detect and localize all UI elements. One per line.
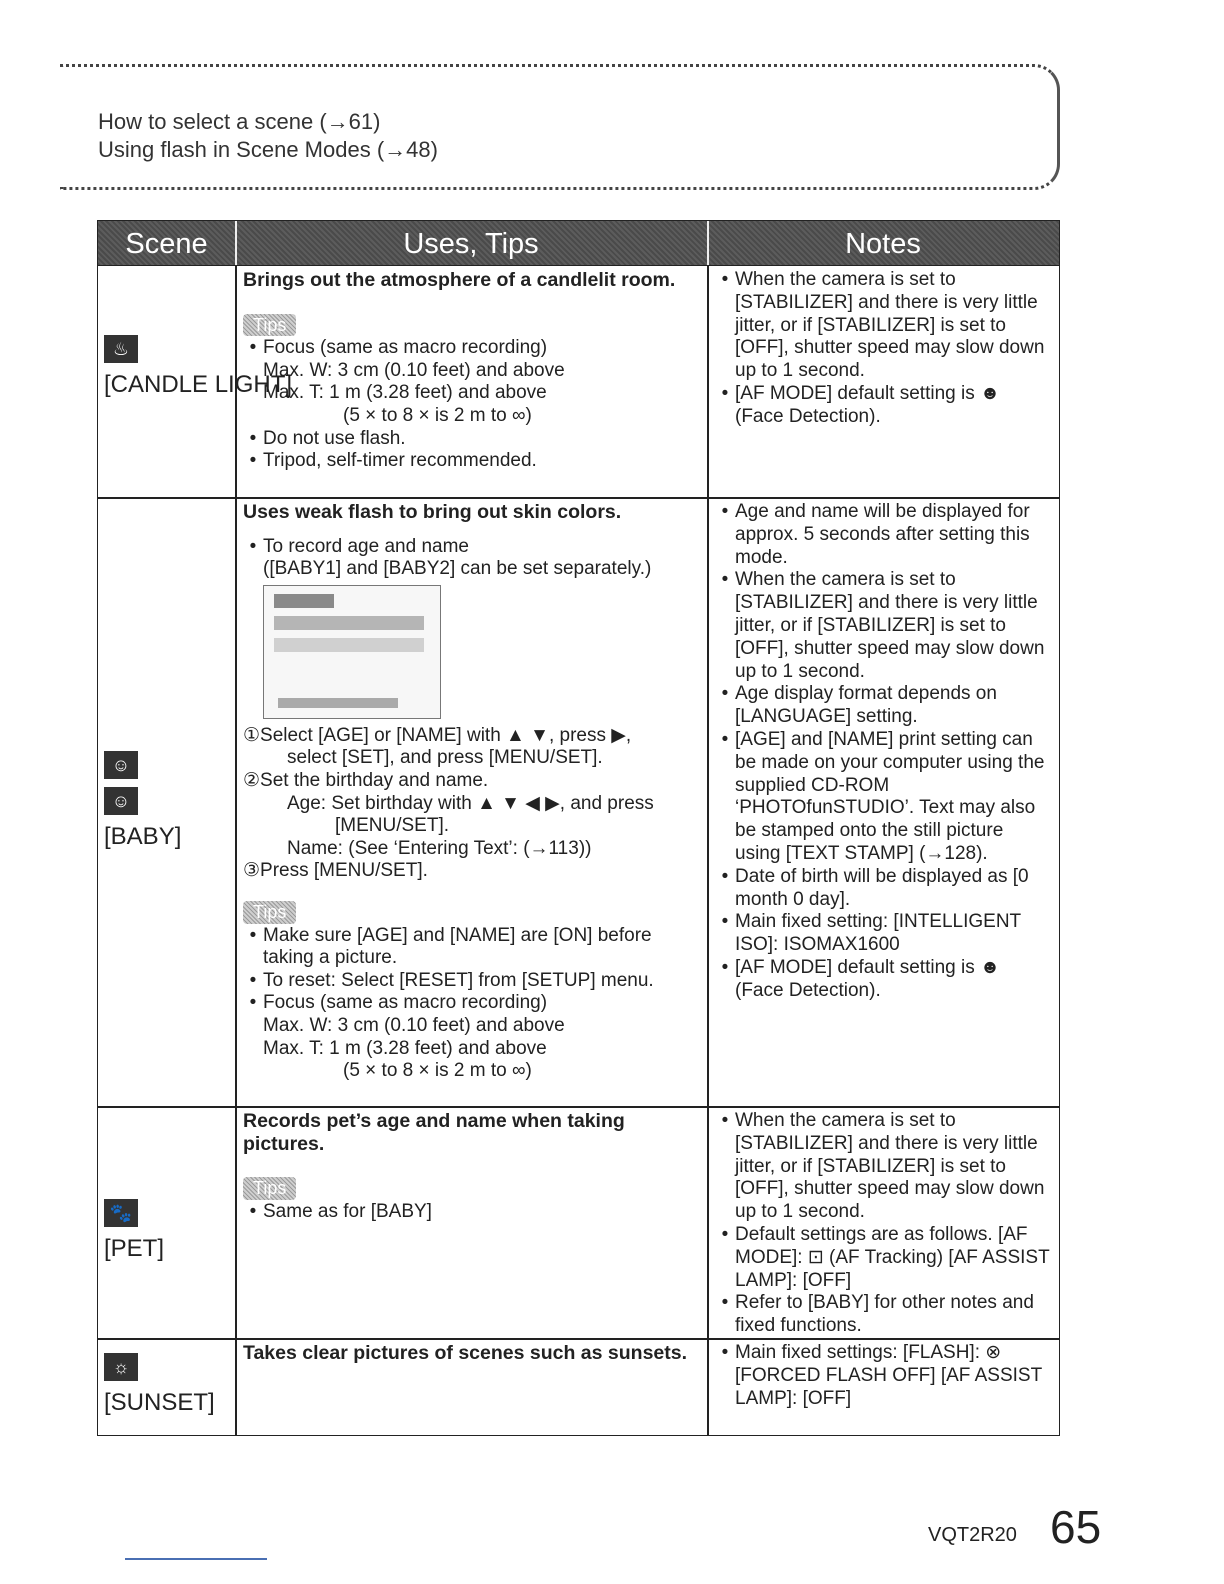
scene-name: [CANDLE LIGHT] [104,371,293,398]
tip-item: • Focus (same as macro recording) [243,992,703,1015]
header-uses-tips: Uses, Tips [403,228,539,260]
column-divider [235,265,237,1435]
note-item: • Default settings are as follows. [AF MODE]: ⊡ (AF Tracking) [AF ASSIST LAMP]: [OFF] [715,1224,1051,1292]
note-item: • Main fixed settings: [FLASH]: ⊗ [FORCED FLASH OFF] [AF ASSIST LAMP]: [OFF] [715,1342,1051,1410]
scene-name: [PET] [104,1235,165,1262]
note-item: • Age and name will be displayed for approx. 5 seconds after setting this mode. [715,501,1051,569]
footer-divider [125,1558,267,1560]
table-row-baby-notes [715,501,1051,1003]
tip-item: Max. W: 3 cm (0.10 feet) and above [263,359,565,381]
table-row-pet-scene [104,1199,164,1263]
step-item: ③Press [MENU/SET]. [243,860,428,882]
tip-item: • To reset: Select [RESET] from [SETUP] menu. [243,970,703,993]
reference-link-select-scene[interactable]: How to select a scene (→61) [98,109,381,134]
note-item: • [AF MODE] default setting is ☻ (Face Detection). [715,957,1051,1003]
candle-light-icon: ♨ [104,335,138,363]
row-title: Brings out the atmosphere of a candlelit room. [243,269,676,291]
tip-item: Max. T: 1 m (3.28 feet) and above [263,382,547,404]
note-item: • [AF MODE] default setting is ☻ (Face Detection). [715,383,1051,429]
row-divider [98,1338,1059,1340]
tips-badge: Tips [243,314,296,337]
pet-icon: 🐾 [104,1199,138,1227]
note-item: • Date of birth will be displayed as [0 month 0 day]. [715,866,1051,912]
table-row-pet-uses [243,1110,703,1223]
row-title: Takes clear pictures of scenes such as sunsets. [243,1342,688,1364]
note-item: • Age display format depends on [LANGUAGE] setting. [715,683,1051,729]
step-item: ①Select [AGE] or [NAME] with ▲ ▼, press ▶, [243,724,632,746]
table-row-baby-uses [243,501,703,1083]
tip-item: • Tripod, self-timer recommended. [243,450,703,473]
table-row-sunset-notes [715,1342,1051,1410]
table-row-candle-light-uses [243,269,703,473]
step-item: Age: Set birthday with ▲ ▼ ◀ ▶, and press [287,792,654,814]
row-divider [98,497,1059,499]
note-item: • When the camera is set to [STABILIZER] and there is very little jitter, or if [STABILIZER] is set to [OFF], shutter speed may slow down up to 1 second. [715,269,1051,383]
scene-name: [SUNSET] [104,1389,215,1416]
page-number: 65 [1050,1501,1102,1553]
step-item: [MENU/SET]. [335,815,450,837]
step-item: select [SET], and press [MENU/SET]. [287,747,603,769]
tip-item: • Focus (same as macro recording) [243,337,703,360]
table-row-sunset-scene [104,1353,215,1417]
tips-badge: Tips [243,1177,296,1200]
tip-item: • Same as for [BABY] [243,1201,703,1224]
tip-item: Max. T: 1 m (3.28 feet) and above [263,1037,547,1059]
baby1-icon: ☺ [104,751,138,779]
note-item: • Refer to [BABY] for other notes and fixed functions. [715,1292,1051,1338]
note-item: • When the camera is set to [STABILIZER] and there is very little jitter, or if [STABILIZER] is set to [OFF], shutter speed may slow down up to 1 second. [715,1110,1051,1224]
table-row-pet-notes [715,1110,1051,1338]
step-item: Name: (See ‘Entering Text’: (→113)) [287,837,592,859]
step-item: ②Set the birthday and name. [243,769,489,791]
table-header [98,221,1059,266]
header-scene: Scene [125,228,208,260]
tip-item: (5 × to 8 × is 2 m to ∞) [343,1060,532,1082]
document-code: VQT2R20 [928,1524,1017,1546]
intro-item: • To record age and name [243,536,703,559]
reference-box [60,64,1060,190]
tip-item: • Do not use flash. [243,428,703,451]
note-item: • Main fixed setting: [INTELLIGENT ISO]: ISOMAX1600 [715,911,1051,957]
tip-item: • Make sure [AGE] and [NAME] are [ON] before taking a picture. [243,925,703,970]
header-notes: Notes [845,228,921,260]
table-row-baby-scene [104,751,181,851]
baby2-icon: ☺ [104,787,138,815]
column-divider [707,265,709,1435]
table-row-sunset-uses [243,1342,703,1365]
sunset-icon: ☼ [104,1353,138,1381]
note-item: • [AGE] and [NAME] print setting can be made on your computer using the supplied CD-ROM ‘PHOTOfunSTUDIO’. Text may also be stamped onto the still picture using [TEXT STAMP] (→128). [715,729,1051,866]
scene-name: [BABY] [104,823,182,850]
intro-item: ([BABY1] and [BABY2] can be set separately.) [263,558,652,580]
row-title: Records pet’s age and name when taking pictures. [243,1110,625,1155]
reference-link-flash-scene-modes[interactable]: Using flash in Scene Modes (→48) [98,137,438,162]
tip-item: (5 × to 8 × is 2 m to ∞) [343,404,532,426]
table-row-candle-light-notes [715,269,1051,429]
row-divider [98,1106,1059,1108]
tips-badge: Tips [243,901,296,924]
note-item: • When the camera is set to [STABILIZER] and there is very little jitter, or if [STABILIZER] is set to [OFF], shutter speed may slow down up to 1 second. [715,569,1051,683]
row-title: Uses weak flash to bring out skin colors. [243,501,622,523]
baby-menu-screenshot [263,585,441,719]
scene-table [97,220,1060,1436]
tip-item: Max. W: 3 cm (0.10 feet) and above [263,1014,565,1036]
